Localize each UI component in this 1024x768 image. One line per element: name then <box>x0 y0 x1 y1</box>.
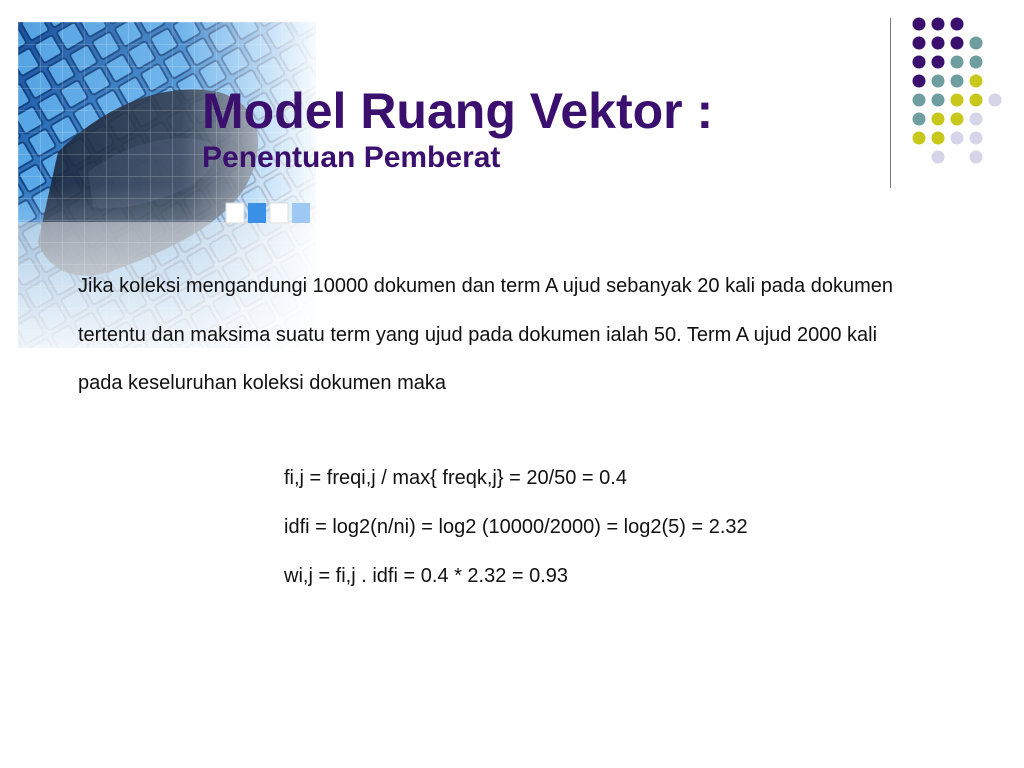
decor-dot <box>970 151 983 164</box>
decor-dot <box>970 75 983 88</box>
slide-title: Model Ruang Vektor : <box>202 83 714 139</box>
divider-line <box>890 18 891 188</box>
decor-dot <box>951 113 964 126</box>
decor-dot <box>970 132 983 145</box>
decor-dot <box>932 113 945 126</box>
formula-idf: idfi = log2(n/ni) = log2 (10000/2000) = log2(5) = 2.32 <box>284 516 748 538</box>
decor-dot <box>932 37 945 50</box>
decor-dot <box>932 132 945 145</box>
decor-dot <box>913 75 926 88</box>
formula-tf: fi,j = freqi,j / max{ freqk,j} = 20/50 = 0.4 <box>284 467 627 489</box>
decor-dot <box>951 18 964 31</box>
decor-dot <box>970 94 983 107</box>
dot-pattern <box>900 10 1010 170</box>
decor-dot <box>913 94 926 107</box>
decor-dot <box>932 56 945 69</box>
decor-dot <box>951 56 964 69</box>
decor-dot <box>913 37 926 50</box>
title-block <box>202 84 713 176</box>
decor-dot <box>913 56 926 69</box>
decor-dot <box>932 18 945 31</box>
decor-dot <box>951 75 964 88</box>
decor-dot <box>932 94 945 107</box>
decor-dot <box>932 151 945 164</box>
slide-subtitle: Penentuan Pemberat <box>202 141 501 174</box>
decor-dot <box>970 37 983 50</box>
decor-dot <box>989 94 1002 107</box>
decor-dot <box>951 132 964 145</box>
formula-weight: wi,j = fi,j . idfi = 0.4 * 2.32 = 0.93 <box>284 565 569 587</box>
decor-dot <box>913 113 926 126</box>
decor-dot <box>970 113 983 126</box>
decor-dot <box>913 18 926 31</box>
decor-dot <box>932 75 945 88</box>
decor-dot <box>970 56 983 69</box>
decor-dot <box>951 37 964 50</box>
decor-dot <box>951 94 964 107</box>
formula-list <box>284 454 748 601</box>
body-paragraph: Jika koleksi mengandungi 10000 dokumen dan term A ujud sebanyak 20 kali pada dokumen tertentu dan maksima suatu term yang ujud pada dokumen ialah 50. Term A ujud 2000 kali pada keseluruhan koleksi dokumen maka <box>78 275 893 394</box>
decor-dot <box>913 132 926 145</box>
